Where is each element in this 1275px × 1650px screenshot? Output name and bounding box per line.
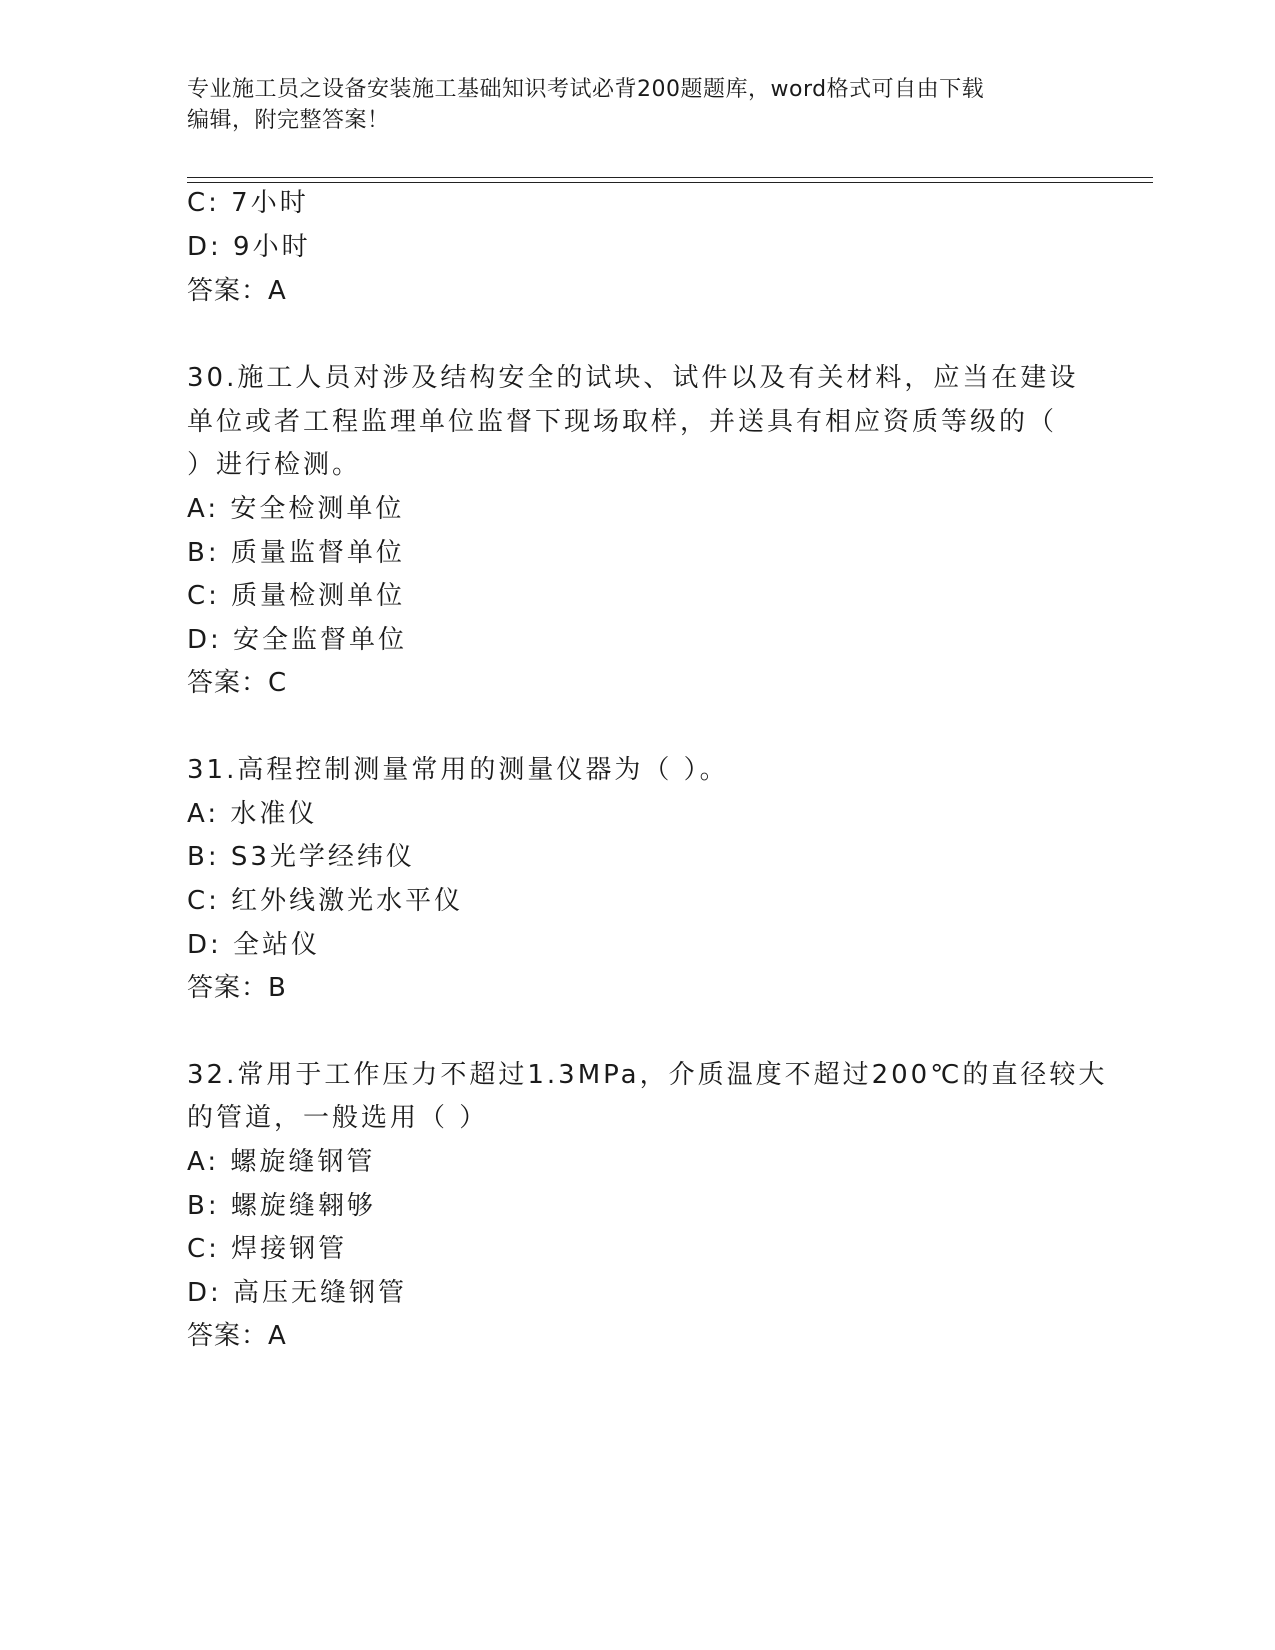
option-c: C: 焊接钢管 — [187, 1234, 348, 1264]
question-stem: 31.高程控制测量常用的测量仪器为（ ）。 — [187, 755, 729, 785]
option-c: C: 7小时 — [187, 188, 309, 218]
option-d: D: 高压无缝钢管 — [187, 1278, 408, 1308]
header-line-2: 编辑，附完整答案！ — [187, 108, 390, 133]
page-header — [187, 74, 1087, 136]
question-stem: ）进行检测。 — [187, 450, 362, 480]
option-d: D: 全站仪 — [187, 930, 321, 960]
answer: 答案：A — [187, 276, 287, 306]
question-stem: 单位或者工程监理单位监督下现场取样，并送具有相应资质等级的（ — [187, 407, 1058, 437]
option-b: B: 质量监督单位 — [187, 538, 405, 568]
question-stem: 32.常用于工作压力不超过1.3MPa，介质温度不超过200℃的直径较大 — [187, 1060, 1108, 1090]
question-stem: 的管道，一般选用（ ） — [187, 1103, 489, 1133]
header-divider-top — [187, 177, 1153, 178]
option-a: A: 螺旋缝钢管 — [187, 1147, 376, 1177]
header-line-1: 专业施工员之设备安装施工基础知识考试必背200题题库，word格式可自由下载 — [187, 77, 985, 102]
option-a: A: 安全检测单位 — [187, 494, 405, 524]
option-d: D: 9小时 — [187, 232, 311, 262]
option-d: D: 安全监督单位 — [187, 625, 408, 655]
question-stem: 30.施工人员对涉及结构安全的试块、试件以及有关材料，应当在建设 — [187, 363, 1079, 393]
option-c: C: 质量检测单位 — [187, 581, 406, 611]
option-a: A: 水准仪 — [187, 799, 318, 829]
header-divider-bottom — [187, 182, 1153, 183]
answer: 答案：B — [187, 973, 287, 1003]
option-b: B: S3光学经纬仪 — [187, 842, 415, 872]
option-c: C: 红外线激光水平仪 — [187, 886, 464, 916]
answer: 答案：C — [187, 668, 288, 698]
option-b: B: 螺旋缝翱够 — [187, 1191, 376, 1221]
answer: 答案：A — [187, 1321, 287, 1351]
